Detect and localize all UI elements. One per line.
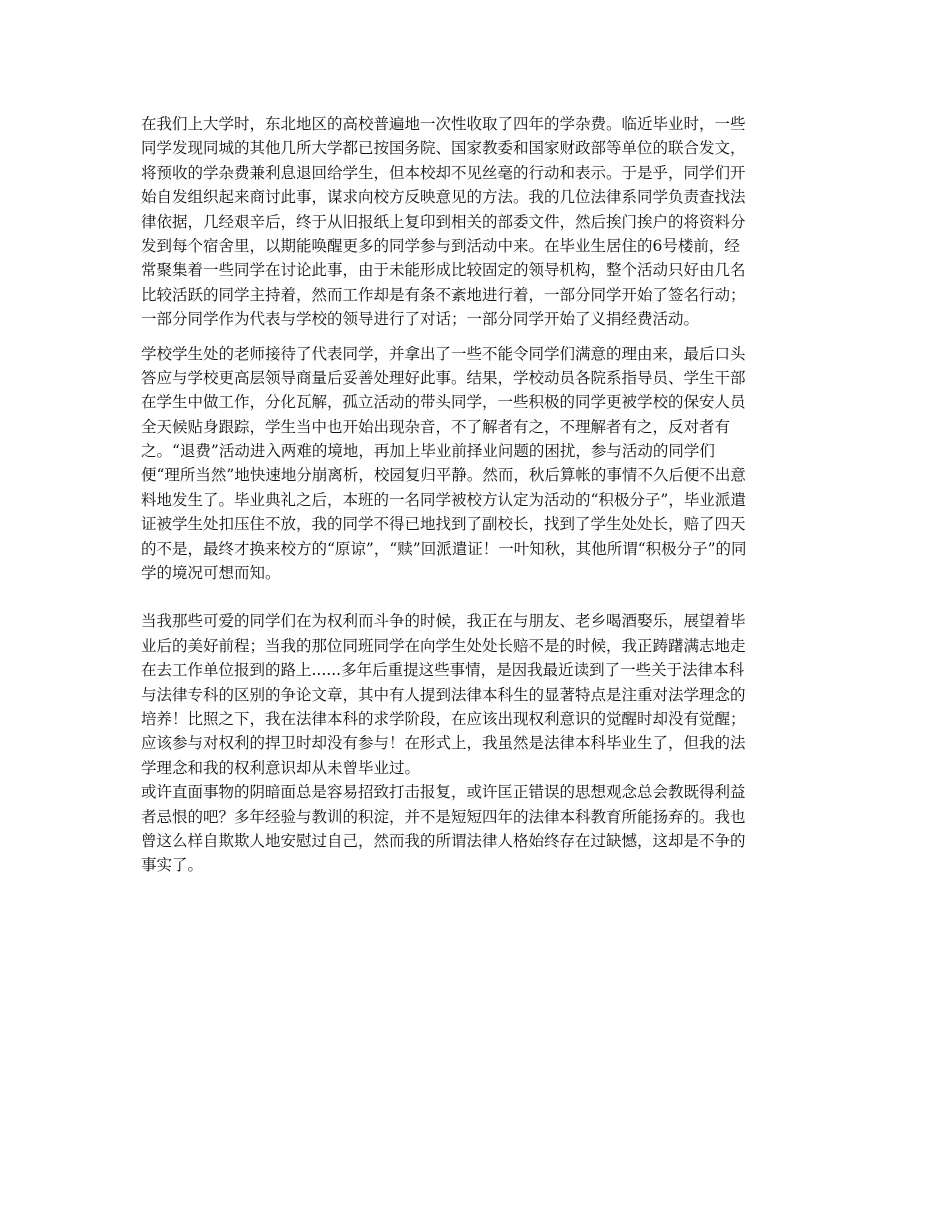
text-line: 发到每个宿舍里，以期能唤醒更多的同学参与到活动中来。在毕业生居住的6号楼前，经 bbox=[141, 236, 740, 255]
paragraph-spacer bbox=[141, 332, 809, 342]
text-line: 在我们上大学时，东北地区的高校普遍地一次性收取了四年的学杂费。临近毕业时，一些 bbox=[141, 115, 746, 133]
paragraph-3 bbox=[141, 609, 809, 780]
text-line: 律依据，几经艰辛后，终于从旧报纸上复印到相关的部委文件，然后挨门挨户的将资料分 bbox=[141, 212, 746, 231]
text-line: 或许直面事物的阴暗面总是容易招致打击报复，或许匡正错误的思想观念总会教既得利益 bbox=[141, 783, 746, 802]
text-line: 培养！比照之下，我在法律本科的求学阶段，在应该出现权利意识的觉醒时却没有觉醒； bbox=[141, 709, 746, 728]
paragraph-1 bbox=[141, 112, 809, 332]
text-line: 全天候贴身跟踪，学生当中也开始出现杂音，不了解者有之，不理解者有之，反对者有 bbox=[141, 417, 731, 436]
text-line: 答应与学校更高层领导商量后妥善处理好此事。结果，学校动员各院系指导员、学生干部 bbox=[141, 368, 746, 387]
text-line: 之。“退费”活动进入两难的境地，再加上毕业前择业问题的困扰，参与活动的同学们 bbox=[141, 442, 715, 461]
text-line: 始自发组织起来商讨此事，谋求向校方反映意见的方法。我的几位法律系同学负责查找法 bbox=[141, 188, 746, 207]
text-line: 同学发现同城的其他几所大学都已按国务院、国家教委和国家财政部等单位的联合发文， bbox=[141, 139, 746, 158]
text-line: 常聚集着一些同学在讨论此事，由于未能形成比较固定的领导机构，整个活动只好由几名 bbox=[141, 261, 746, 280]
paragraph-4 bbox=[141, 780, 809, 878]
text-line: 学的境况可想而知。 bbox=[141, 564, 281, 583]
text-line: 事实了。 bbox=[141, 856, 204, 875]
text-line: 与法律专科的区别的争论文章，其中有人提到法律本科生的显著特点是注重对法学理念的 bbox=[141, 685, 746, 704]
text-line: 应该参与对权利的捍卫时却没有参与！在形式上，我虽然是法律本科毕业生了，但我的法 bbox=[141, 734, 746, 753]
text-line: 料地发生了。毕业典礼之后，本班的一名同学被校方认定为活动的“积极分子”，毕业派遣 bbox=[141, 490, 746, 509]
text-line: 一部分同学作为代表与学校的领导进行了对话；一部分同学开始了义捐经费活动。 bbox=[141, 310, 700, 329]
text-line: 便“理所当然”地快速地分崩离析，校园复归平静。然而，秋后算帐的事情不久后便不出意 bbox=[141, 466, 746, 485]
paragraph-2 bbox=[141, 342, 809, 586]
document-body bbox=[141, 112, 809, 878]
text-line: 学校学生处的老师接待了代表同学，并拿出了一些不能令同学们满意的理由来，最后口头 bbox=[141, 344, 746, 363]
text-line: 曾这么样自欺欺人地安慰过自己，然而我的所谓法律人格始终存在过缺憾，这却是不争的 bbox=[141, 831, 746, 850]
text-line: 当我那些可爱的同学们在为权利而斗争的时候，我正在与朋友、老乡喝酒娶乐，展望着毕 bbox=[141, 612, 746, 631]
paragraph-spacer bbox=[141, 585, 809, 609]
text-line: 在去工作单位报到的路上......多年后重提这些事情，是因我最近读到了一些关于法律本科 bbox=[141, 661, 745, 680]
text-line: 将预收的学杂费兼利息退回给学生，但本校却不见丝毫的行动和表示。于是乎，同学们开 bbox=[141, 163, 746, 182]
text-line: 者忌恨的吧？多年经验与教训的积淀，并不是短短四年的法律本科教育所能扬弃的。我也 bbox=[141, 807, 746, 826]
text-line: 比较活跃的同学主持着，然而工作却是有条不紊地进行着，一部分同学开始了签名行动； bbox=[141, 285, 746, 304]
text-line: 证被学生处扣压住不放，我的同学不得已地找到了副校长，找到了学生处处长，赔了四天 bbox=[141, 515, 746, 534]
text-line: 在学生中做工作，分化瓦解，孤立活动的带头同学，一些积极的同学更被学校的保安人员 bbox=[141, 393, 746, 412]
text-line: 业后的美好前程；当我的那位同班同学在向学生处处长赔不是的时候，我正踌躇满志地走 bbox=[141, 636, 746, 655]
text-line: 的不是，最终才换来校方的“原谅”，“赎”回派遣证！一叶知秋，其他所谓“积极分子”的同 bbox=[141, 539, 747, 558]
text-line: 学理念和我的权利意识却从未曾毕业过。 bbox=[141, 758, 421, 777]
